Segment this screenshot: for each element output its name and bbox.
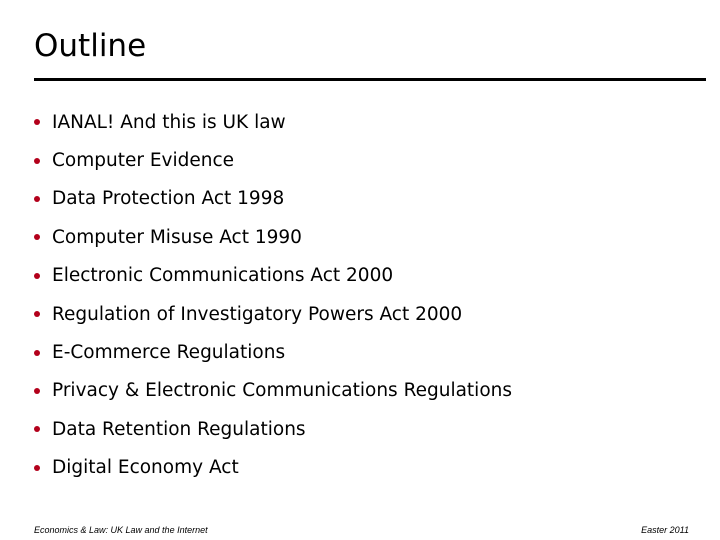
bullet-text: Electronic Communications Act 2000 xyxy=(52,265,394,287)
bullet-text: Data Protection Act 1998 xyxy=(52,188,285,210)
bullet-icon xyxy=(34,119,40,125)
list-item xyxy=(32,410,512,448)
bullet-text: IANAL! And this is UK law xyxy=(52,111,286,133)
bullet-text: Data Retention Regulations xyxy=(52,418,306,440)
bullet-icon xyxy=(34,388,40,394)
bullet-text: Computer Evidence xyxy=(52,150,235,172)
bullet-icon xyxy=(34,273,40,279)
bullet-icon xyxy=(34,158,40,164)
bullet-list xyxy=(32,103,512,487)
list-item xyxy=(32,180,512,218)
footer-course-title: Economics & Law: UK Law and the Internet xyxy=(34,525,208,535)
bullet-icon xyxy=(34,465,40,471)
bullet-text: Privacy & Electronic Communications Regulations xyxy=(52,380,512,402)
slide-title: Outline xyxy=(34,28,147,64)
bullet-text: Computer Misuse Act 1990 xyxy=(52,226,302,248)
bullet-text: Digital Economy Act xyxy=(52,457,239,479)
bullet-text: Regulation of Investigatory Powers Act 2000 xyxy=(52,303,463,325)
list-item xyxy=(32,257,512,295)
list-item xyxy=(32,295,512,333)
bullet-icon xyxy=(34,196,40,202)
bullet-text: E-Commerce Regulations xyxy=(52,342,286,364)
title-divider xyxy=(34,78,706,81)
list-item xyxy=(32,333,512,371)
list-item xyxy=(32,103,512,141)
bullet-icon xyxy=(34,234,40,240)
footer-date: Easter 2011 xyxy=(641,525,689,535)
bullet-icon xyxy=(34,350,40,356)
list-item xyxy=(32,218,512,256)
bullet-icon xyxy=(34,311,40,317)
bullet-icon xyxy=(34,426,40,432)
list-item xyxy=(32,449,512,487)
list-item xyxy=(32,372,512,410)
list-item xyxy=(32,141,512,179)
